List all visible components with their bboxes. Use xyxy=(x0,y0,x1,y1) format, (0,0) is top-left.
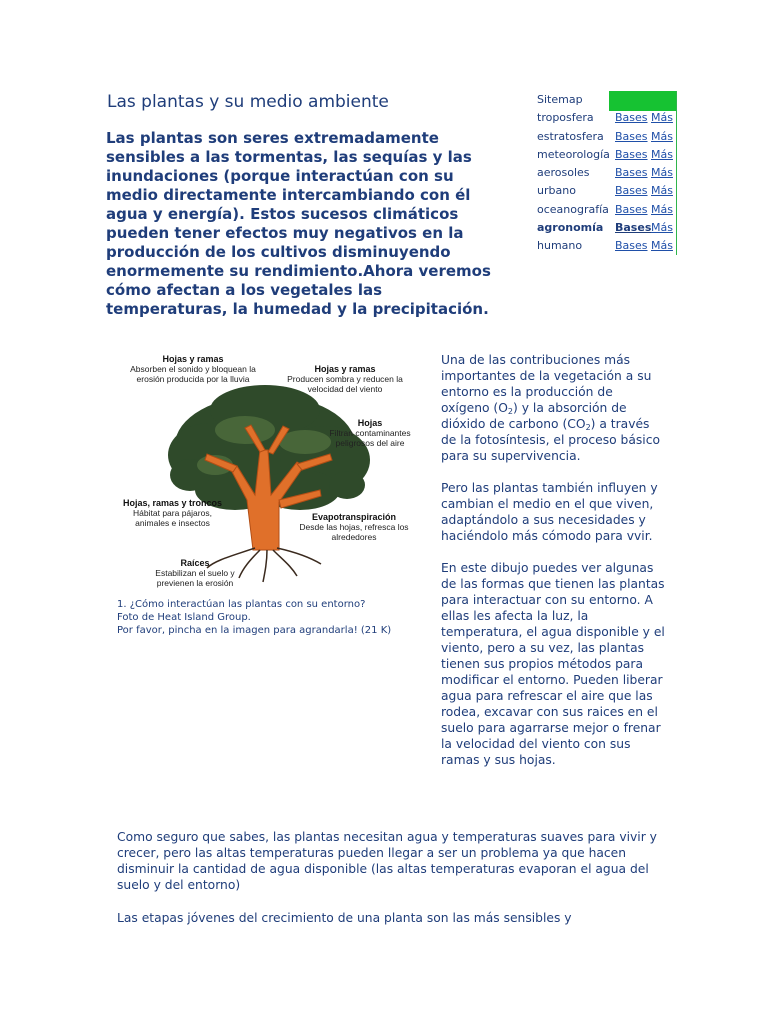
figure-label: Hojas Filtran contaminantes peligrosos del aire xyxy=(329,418,411,448)
intro-paragraph: Las plantas son seres extremadamente sensibles a las tormentas, las sequías y las inundaciones (porque interactúan con su medio directamente intercambiando con él agua y energía). Estos sucesos climáticos pueden tener efectos muy negativos en la producción de los cultivos disminuyendo enormemente su rendimiento.Ahora veremos cómo afectan a los vegetales las temperaturas, la humedad y la precipitación. xyxy=(106,129,491,318)
mas-link[interactable]: Más xyxy=(651,203,673,216)
sidebar-item-label: agronomía xyxy=(537,221,604,234)
paragraph: Pero las plantas también influyen y cambian el medio en el que viven, adaptándolo a sus necesidades y haciéndolo más cómodo para vvir. xyxy=(441,481,658,543)
caption-line: Por favor, pincha en la imagen para agrandarla! (21 K) xyxy=(117,625,392,636)
sidebar-item-label: oceanografía xyxy=(537,203,609,216)
mas-link[interactable]: Más xyxy=(651,221,673,234)
sidebar-item-meteorologia xyxy=(530,146,676,164)
sidebar-item-label: urbano xyxy=(537,184,576,197)
bases-link[interactable]: Bases xyxy=(615,184,648,197)
mas-link[interactable]: Más xyxy=(651,148,673,161)
mas-link[interactable]: Más xyxy=(651,111,673,124)
sidebar-item-urbano xyxy=(530,182,676,200)
figure-label: Raíces Estabilizan el suelo y previenen la erosión xyxy=(155,558,235,588)
figure-label: Evapotranspiración Desde las hojas, refresca los alrededores xyxy=(299,512,409,542)
sidebar-item-humano xyxy=(530,237,676,255)
bases-link[interactable]: Bases xyxy=(615,221,652,234)
sidebar-item-troposfera xyxy=(530,109,676,127)
mas-link[interactable]: Más xyxy=(651,184,673,197)
sidebar-item-aerosoles xyxy=(530,164,676,182)
sidebar-item-agronomia xyxy=(530,219,676,237)
paragraph: Las etapas jóvenes del crecimiento de una planta son las más sensibles y xyxy=(117,911,572,925)
bases-link[interactable]: Bases xyxy=(615,111,648,124)
sidebar-item-label: troposfera xyxy=(537,111,594,124)
bases-link[interactable]: Bases xyxy=(615,239,648,252)
sidebar-item-label: humano xyxy=(537,239,583,252)
bases-link[interactable]: Bases xyxy=(615,203,648,216)
right-column-text xyxy=(441,352,665,784)
sidebar-item-label: aerosoles xyxy=(537,166,590,179)
bottom-text xyxy=(117,829,657,943)
sidebar-item-label: meteorología xyxy=(537,148,610,161)
page-title: Las plantas y su medio ambiente xyxy=(107,92,389,112)
bases-link[interactable]: Bases xyxy=(615,148,648,161)
caption-line: 1. ¿Cómo interactúan las plantas con su entorno? xyxy=(117,599,366,610)
sidebar-nav xyxy=(530,91,677,255)
sidebar-item-oceanografia xyxy=(530,201,676,219)
sidebar-item-label: estratosfera xyxy=(537,130,604,143)
sitemap-highlight xyxy=(609,91,676,111)
paragraph: En este dibujo puedes ver algunas de las formas que tienen las plantas para interactuar con su entorno. A ellas les afecta la luz, la temperatura, el agua disponible y el viento, pero a su vez, las plantas tienen sus propios métodos para modificar el entorno. Pueden liberar agua para refrescar el aire que las rodea, excavar con sus raices en el suelo para agarrarse mejor o frenar la velocidad del viento con sus ramas y sus hojas. xyxy=(441,561,665,767)
sitemap-link[interactable]: Sitemap xyxy=(537,93,583,106)
figure-label: Hojas, ramas y troncos Hábitat para pájaros, animales e insectos xyxy=(122,498,223,528)
paragraph: Como seguro que sabes, las plantas necesitan agua y temperaturas suaves para vivir y crecer, pero las altas temperaturas pueden llegar a ser un problema ya que hacen disminuir la cantidad de agua disponible (las altas temperaturas evaporan el agua del suelo y del entorno) xyxy=(117,830,657,892)
mas-link[interactable]: Más xyxy=(651,239,673,252)
tree-illustration[interactable] xyxy=(115,350,415,594)
figure-label: Hojas y ramas Absorben el sonido y bloquean la erosión producida por la lluvia xyxy=(130,354,256,384)
bases-link[interactable]: Bases xyxy=(615,130,648,143)
mas-link[interactable]: Más xyxy=(651,166,673,179)
caption-line: Foto de Heat Island Group. xyxy=(117,612,251,623)
sidebar-item-estratosfera xyxy=(530,128,676,146)
figure-label: Hojas y ramas Producen sombra y reducen la velocidad del viento xyxy=(287,364,403,394)
sidebar-sitemap-row xyxy=(530,91,676,109)
mas-link[interactable]: Más xyxy=(651,130,673,143)
bases-link[interactable]: Bases xyxy=(615,166,648,179)
figure-caption xyxy=(117,598,417,637)
paragraph: Una de las contribuciones más importantes de la vegetación a su entorno es la producción de oxígeno $(O_2)$ y la absorción de dióxido de carbono $(CO_2)$ a través de la fotosíntesis, el proceso básico para su supervivencia. xyxy=(441,353,661,463)
